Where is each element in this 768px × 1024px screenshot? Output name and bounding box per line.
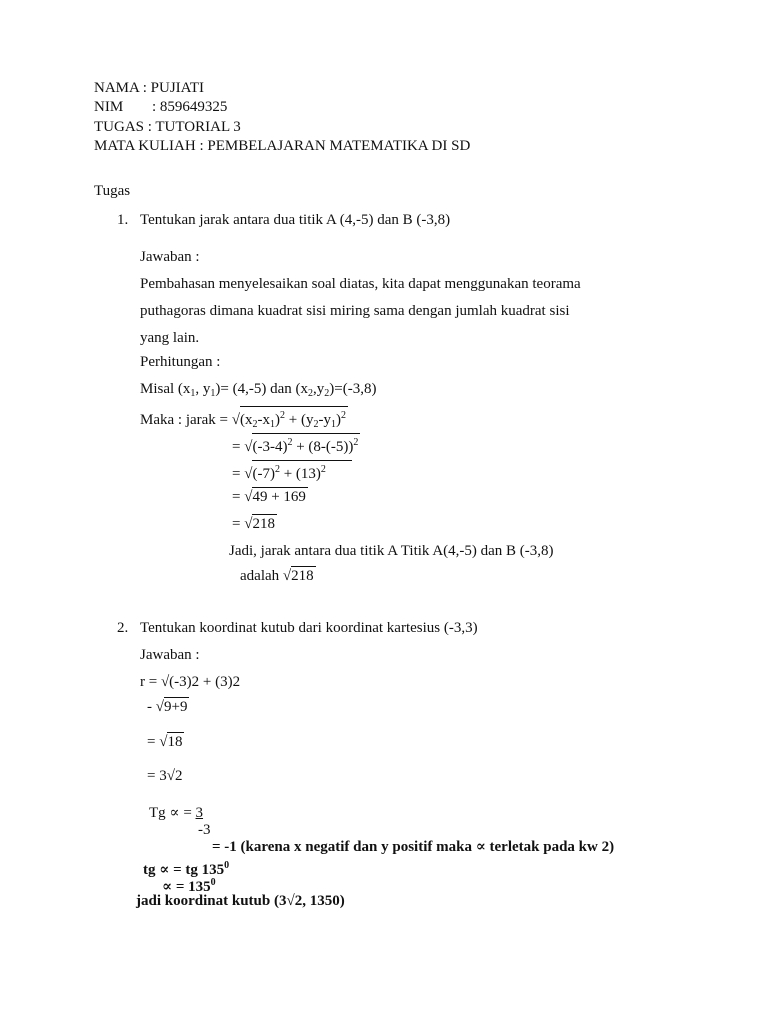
step-text: = √ (147, 734, 168, 750)
radical-expression: 9+9 (163, 699, 188, 715)
step-text: = √ (232, 516, 253, 532)
nim-label: NIM (94, 99, 124, 115)
alpha-text: ∝ = 135 (162, 879, 211, 895)
section-title: Tugas (94, 183, 131, 199)
q2-number: 2. (117, 620, 129, 636)
fraction-numerator: 3 (195, 805, 204, 821)
q1-step-5 (232, 515, 275, 533)
misal-sub: 1 (190, 388, 196, 399)
misal-text: , y (195, 381, 211, 397)
misal-text: ,y (313, 381, 325, 397)
q1-conclusion: Jadi, jarak antara dua titik A Titik A(4,-5) dan B (-3,8) (229, 543, 554, 559)
tg2-text: tg ∝ = tg 135 (143, 862, 225, 878)
radical-expression: 18 (167, 734, 183, 750)
step-text: = √ (232, 466, 253, 482)
misal-sub: 2 (308, 388, 314, 399)
header-nim (94, 98, 228, 116)
tg-text: Tg ∝ = (149, 805, 196, 821)
q1-number: 1. (117, 212, 129, 228)
q1-step-3 (232, 461, 350, 483)
header-nama: NAMA : PUJIATI (94, 80, 205, 96)
q1-perhitungan: Perhitungan : (140, 354, 221, 370)
q2-r-line: r = √(-3)2 + (3)2 (140, 674, 241, 690)
q2-line-4: = 3√2 (147, 768, 183, 784)
q1-step-2 (232, 434, 358, 456)
radical-expression: $(-3-4)^2 + (8-(-5))^2$ (252, 434, 358, 456)
q2-jadi-line: jadi koordinat kutub (3√2, 1350) (136, 893, 345, 909)
q1-maka-line (140, 407, 346, 434)
misal-text: Misal (x (140, 381, 191, 397)
q1-conclusion-2 (240, 567, 314, 585)
q1-para-line-2: puthagoras dimana kuadrat sisi miring sama dengan jumlah kuadrat sisi (140, 303, 570, 319)
q1-jawaban: Jawaban : (140, 249, 200, 265)
radical-expression: $(-7)^2 + (13)^2$ (252, 461, 349, 483)
q2-karena-line: = -1 (karena x negatif dan y positif maka ∝ terletak pada kw 2) (212, 839, 615, 855)
misal-sub: 2 (324, 388, 330, 399)
header-mata-kuliah: MATA KULIAH : PEMBELAJARAN MATEMATIKA DI SD (94, 138, 471, 154)
misal-text: )=(-3,8) (329, 381, 377, 397)
misal-text: )= (4,-5) dan (x (215, 381, 309, 397)
degree-sup: 0 (224, 860, 230, 871)
step-text: = √ (232, 489, 253, 505)
misal-sub: 1 (210, 388, 216, 399)
q2-jawaban: Jawaban : (140, 647, 200, 663)
nim-value: : 859649325 (152, 99, 228, 115)
radical-expression: 218 (291, 568, 314, 584)
step-text: = √ (232, 439, 253, 455)
q2-question: Tentukan koordinat kutub dari koordinat kartesius (-3,3) (140, 620, 478, 636)
conclusion-text: adalah √ (240, 568, 292, 584)
maka-text: Maka : jarak = √ (140, 412, 240, 428)
q2-line-2 (147, 698, 187, 716)
degree-sup: 0 (210, 877, 216, 888)
q1-question: Tentukan jarak antara dua titik A (4,-5) dan B (-3,8) (140, 212, 451, 228)
q1-para-line-1: Pembahasan menyelesaikan soal diatas, kita dapat menggunakan teorama (140, 276, 581, 292)
radical-expression: 218 (252, 516, 275, 532)
header-tugas: TUGAS : TUTORIAL 3 (94, 119, 241, 135)
radical-expression: $(x_2-x_1)^2 + (y_2-y_1)^2$ (240, 407, 346, 434)
radical-expression: 49 + 169 (252, 489, 306, 505)
step-text: - √ (147, 699, 164, 715)
q1-para-line-3: yang lain. (140, 330, 200, 346)
q1-step-4 (232, 488, 306, 506)
q2-tg-line (149, 804, 203, 822)
q2-line-3 (147, 733, 182, 751)
fraction-denominator: -3 (198, 822, 211, 838)
q1-misal-line (140, 380, 376, 403)
